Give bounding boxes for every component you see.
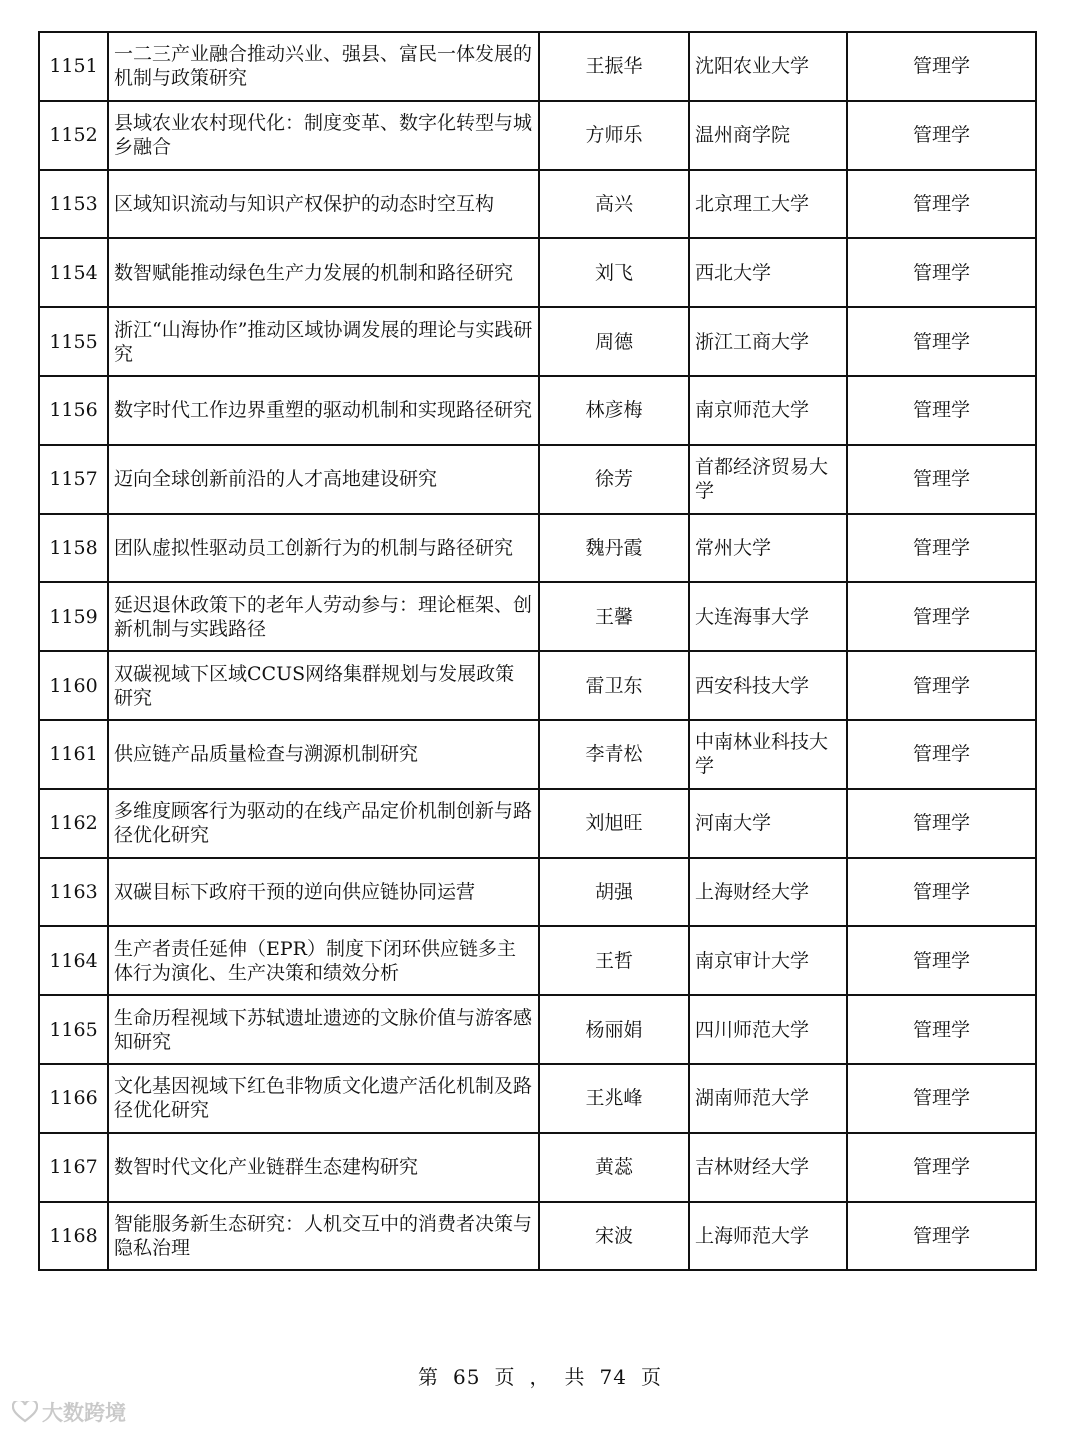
row-number-cell: 1151 bbox=[39, 32, 108, 101]
total-pages: 74 bbox=[599, 1365, 627, 1389]
discipline-cell: 管理学 bbox=[847, 789, 1036, 858]
row-number-cell: 1152 bbox=[39, 101, 108, 170]
row-number-cell: 1162 bbox=[39, 789, 108, 858]
discipline-cell: 管理学 bbox=[847, 32, 1036, 101]
discipline-cell: 管理学 bbox=[847, 1133, 1036, 1202]
table-row bbox=[39, 238, 1036, 307]
row-number-cell: 1154 bbox=[39, 238, 108, 307]
discipline-cell: 管理学 bbox=[847, 307, 1036, 376]
page-unit: 页 bbox=[494, 1365, 516, 1389]
project-title-cell: 数字时代工作边界重塑的驱动机制和实现路径研究 bbox=[108, 376, 539, 445]
principal-investigator-cell: 杨丽娟 bbox=[539, 995, 689, 1064]
table-row bbox=[39, 1202, 1036, 1271]
institution-cell: 北京理工大学 bbox=[689, 170, 847, 239]
row-number-cell: 1157 bbox=[39, 445, 108, 514]
discipline-cell: 管理学 bbox=[847, 514, 1036, 583]
row-number-cell: 1160 bbox=[39, 651, 108, 720]
page-number: 65 bbox=[453, 1365, 481, 1389]
discipline-cell: 管理学 bbox=[847, 858, 1036, 927]
row-number-cell: 1164 bbox=[39, 926, 108, 995]
principal-investigator-cell: 王振华 bbox=[539, 32, 689, 101]
discipline-cell: 管理学 bbox=[847, 376, 1036, 445]
principal-investigator-cell: 宋波 bbox=[539, 1202, 689, 1271]
row-number-cell: 1167 bbox=[39, 1133, 108, 1202]
institution-cell: 吉林财经大学 bbox=[689, 1133, 847, 1202]
table-row bbox=[39, 376, 1036, 445]
institution-cell: 西安科技大学 bbox=[689, 651, 847, 720]
table-row bbox=[39, 1064, 1036, 1133]
discipline-cell: 管理学 bbox=[847, 445, 1036, 514]
institution-cell: 湖南师范大学 bbox=[689, 1064, 847, 1133]
project-title-cell: 供应链产品质量检查与溯源机制研究 bbox=[108, 720, 539, 789]
institution-cell: 西北大学 bbox=[689, 238, 847, 307]
project-title-cell: 文化基因视域下红色非物质文化遗产活化机制及路径优化研究 bbox=[108, 1064, 539, 1133]
project-title-cell: 双碳视域下区域CCUS网络集群规划与发展政策研究 bbox=[108, 651, 539, 720]
discipline-cell: 管理学 bbox=[847, 101, 1036, 170]
institution-cell: 首都经济贸易大学 bbox=[689, 445, 847, 514]
project-title-cell: 双碳目标下政府干预的逆向供应链协同运营 bbox=[108, 858, 539, 927]
institution-cell: 河南大学 bbox=[689, 789, 847, 858]
institution-cell: 上海财经大学 bbox=[689, 858, 847, 927]
table-row bbox=[39, 101, 1036, 170]
project-title-cell: 智能服务新生态研究：人机交互中的消费者决策与隐私治理 bbox=[108, 1202, 539, 1271]
institution-cell: 浙江工商大学 bbox=[689, 307, 847, 376]
principal-investigator-cell: 周德 bbox=[539, 307, 689, 376]
table-row bbox=[39, 582, 1036, 651]
discipline-cell: 管理学 bbox=[847, 582, 1036, 651]
principal-investigator-cell: 魏丹霞 bbox=[539, 514, 689, 583]
row-number-cell: 1165 bbox=[39, 995, 108, 1064]
principal-investigator-cell: 胡强 bbox=[539, 858, 689, 927]
row-number-cell: 1153 bbox=[39, 170, 108, 239]
row-number-cell: 1168 bbox=[39, 1202, 108, 1271]
watermark-text: 大数跨境 bbox=[42, 1401, 126, 1425]
project-title-cell: 县域农业农村现代化：制度变革、数字化转型与城乡融合 bbox=[108, 101, 539, 170]
page-footer bbox=[0, 1361, 1080, 1390]
institution-cell: 四川师范大学 bbox=[689, 995, 847, 1064]
institution-cell: 上海师范大学 bbox=[689, 1202, 847, 1271]
principal-investigator-cell: 黄蕊 bbox=[539, 1133, 689, 1202]
discipline-cell: 管理学 bbox=[847, 995, 1036, 1064]
principal-investigator-cell: 刘旭旺 bbox=[539, 789, 689, 858]
institution-cell: 中南林业科技大学 bbox=[689, 720, 847, 789]
project-title-cell: 浙江“山海协作”推动区域协调发展的理论与实践研究 bbox=[108, 307, 539, 376]
project-title-cell: 生产者责任延伸（EPR）制度下闭环供应链多主体行为演化、生产决策和绩效分析 bbox=[108, 926, 539, 995]
discipline-cell: 管理学 bbox=[847, 720, 1036, 789]
row-number-cell: 1155 bbox=[39, 307, 108, 376]
principal-investigator-cell: 高兴 bbox=[539, 170, 689, 239]
discipline-cell: 管理学 bbox=[847, 1064, 1036, 1133]
institution-cell: 南京师范大学 bbox=[689, 376, 847, 445]
principal-investigator-cell: 方师乐 bbox=[539, 101, 689, 170]
discipline-cell: 管理学 bbox=[847, 238, 1036, 307]
project-title-cell: 生命历程视域下苏轼遗址遗迹的文脉价值与游客感知研究 bbox=[108, 995, 539, 1064]
table-row bbox=[39, 170, 1036, 239]
principal-investigator-cell: 雷卫东 bbox=[539, 651, 689, 720]
discipline-cell: 管理学 bbox=[847, 926, 1036, 995]
discipline-cell: 管理学 bbox=[847, 170, 1036, 239]
principal-investigator-cell: 徐芳 bbox=[539, 445, 689, 514]
table-row bbox=[39, 995, 1036, 1064]
heart-logo-icon bbox=[12, 1401, 38, 1423]
principal-investigator-cell: 林彦梅 bbox=[539, 376, 689, 445]
table-row bbox=[39, 1133, 1036, 1202]
project-list-body bbox=[39, 32, 1036, 1270]
principal-investigator-cell: 王哲 bbox=[539, 926, 689, 995]
project-title-cell: 数智赋能推动绿色生产力发展的机制和路径研究 bbox=[108, 238, 539, 307]
institution-cell: 大连海事大学 bbox=[689, 582, 847, 651]
discipline-cell: 管理学 bbox=[847, 1202, 1036, 1271]
table-row bbox=[39, 32, 1036, 101]
table-row bbox=[39, 926, 1036, 995]
row-number-cell: 1163 bbox=[39, 858, 108, 927]
principal-investigator-cell: 刘飞 bbox=[539, 238, 689, 307]
institution-cell: 沈阳农业大学 bbox=[689, 32, 847, 101]
institution-cell: 温州商学院 bbox=[689, 101, 847, 170]
row-number-cell: 1161 bbox=[39, 720, 108, 789]
row-number-cell: 1166 bbox=[39, 1064, 108, 1133]
table-row bbox=[39, 651, 1036, 720]
project-title-cell: 多维度顾客行为驱动的在线产品定价机制创新与路径优化研究 bbox=[108, 789, 539, 858]
project-list-table bbox=[38, 31, 1037, 1271]
page-prefix: 第 bbox=[418, 1365, 440, 1389]
total-prefix: 共 bbox=[564, 1365, 586, 1389]
table-row bbox=[39, 789, 1036, 858]
institution-cell: 南京审计大学 bbox=[689, 926, 847, 995]
watermark bbox=[12, 1397, 126, 1427]
project-title-cell: 一二三产业融合推动兴业、强县、富民一体发展的机制与政策研究 bbox=[108, 32, 539, 101]
project-title-cell: 区域知识流动与知识产权保护的动态时空互构 bbox=[108, 170, 539, 239]
principal-investigator-cell: 王兆峰 bbox=[539, 1064, 689, 1133]
row-number-cell: 1158 bbox=[39, 514, 108, 583]
project-title-cell: 迈向全球创新前沿的人才高地建设研究 bbox=[108, 445, 539, 514]
project-title-cell: 团队虚拟性驱动员工创新行为的机制与路径研究 bbox=[108, 514, 539, 583]
principal-investigator-cell: 李青松 bbox=[539, 720, 689, 789]
row-number-cell: 1156 bbox=[39, 376, 108, 445]
table-row bbox=[39, 514, 1036, 583]
total-unit: 页 bbox=[640, 1365, 662, 1389]
page-separator: ， bbox=[529, 1365, 551, 1389]
project-title-cell: 延迟退休政策下的老年人劳动参与：理论框架、创新机制与实践路径 bbox=[108, 582, 539, 651]
table-row bbox=[39, 720, 1036, 789]
principal-investigator-cell: 王馨 bbox=[539, 582, 689, 651]
table-row bbox=[39, 445, 1036, 514]
project-title-cell: 数智时代文化产业链群生态建构研究 bbox=[108, 1133, 539, 1202]
institution-cell: 常州大学 bbox=[689, 514, 847, 583]
discipline-cell: 管理学 bbox=[847, 651, 1036, 720]
row-number-cell: 1159 bbox=[39, 582, 108, 651]
table-row bbox=[39, 858, 1036, 927]
table-row bbox=[39, 307, 1036, 376]
